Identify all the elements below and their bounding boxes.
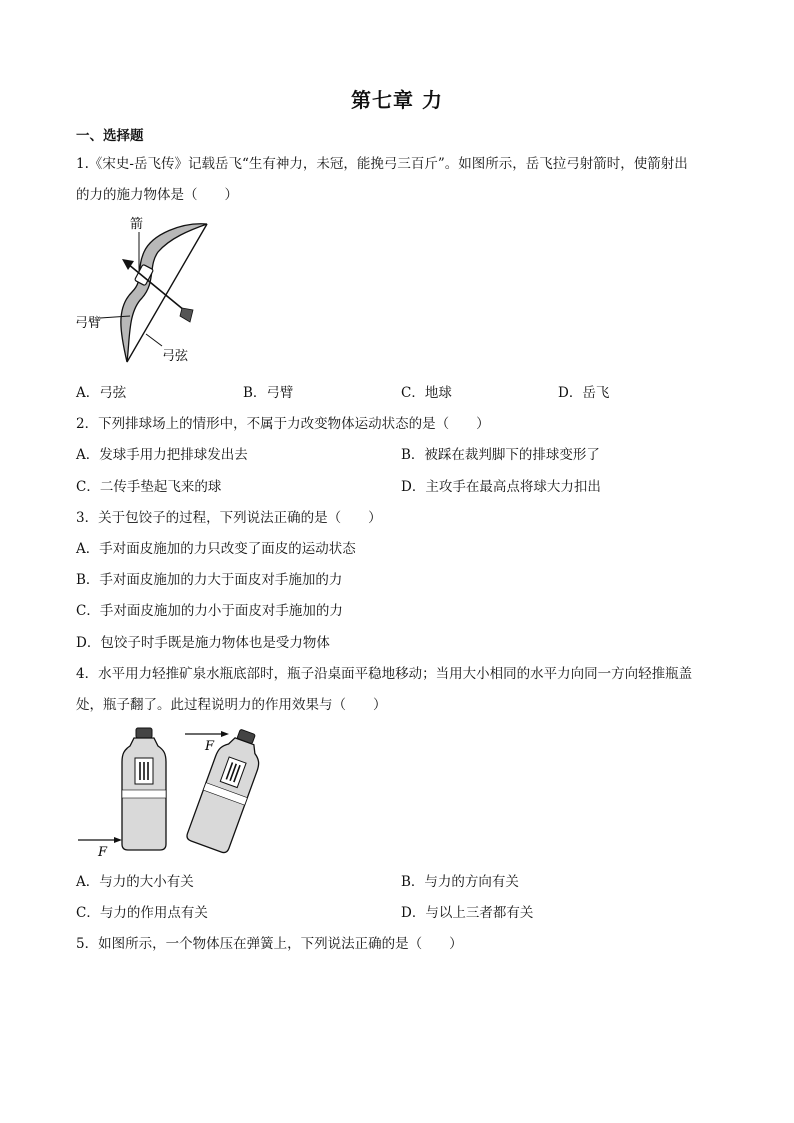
tilted-bottle-shape [185, 724, 268, 854]
q4-option-a[interactable]: A．与力的大小有关 [76, 874, 194, 890]
bottom-force-arrowhead [114, 837, 122, 843]
question-1-text-line-1: 1.《宋史-岳飞传》记载岳飞“生有神力，未冠，能挽弓三百斤”。如图所示，岳飞拉弓射箭时，使箭射出 [76, 156, 688, 172]
question-3-text: 3．关于包饺子的过程，下列说法正确的是（ ） [76, 510, 382, 526]
q2-option-a[interactable]: A．发球手用力把排球发出去 [76, 447, 248, 463]
bottles-figure [72, 722, 272, 862]
question-1-text-line-2: 的力的施力物体是（ ） [76, 187, 238, 203]
bow-string-figure-label: 弓弦 [162, 349, 189, 364]
q1-option-b[interactable]: B．弓臂 [243, 385, 294, 401]
question-4-text-line-1: 4．水平用力轻推矿泉水瓶底部时，瓶子沿桌面平稳地移动；当用大小相同的水平力向同一方向轻推瓶盖 [76, 666, 693, 682]
q3-option-b[interactable]: B．手对面皮施加的力大于面皮对手施加的力 [76, 572, 343, 588]
upright-bottle-shape [122, 728, 166, 850]
q2-option-b[interactable]: B．被踩在裁判脚下的排球变形了 [401, 447, 600, 463]
q1-option-d[interactable]: D．岳飞 [558, 385, 610, 401]
q1-option-a[interactable]: A．弓弦 [76, 385, 127, 401]
section-heading: 一、选择题 [76, 128, 144, 144]
question-5-text: 5．如图所示，一个物体压在弹簧上，下列说法正确的是（ ） [76, 936, 463, 952]
top-force-arrowhead [221, 731, 229, 737]
q3-option-d[interactable]: D．包饺子时手既是施力物体也是受力物体 [76, 635, 330, 651]
bow-string-label-leader [146, 334, 162, 346]
page-title: 第七章 力 [351, 88, 443, 112]
q3-option-c[interactable]: C．手对面皮施加的力小于面皮对手施加的力 [76, 603, 343, 619]
bow-arm-figure-label: 弓臂 [75, 316, 102, 331]
bottom-force-label: F [98, 845, 108, 860]
arrow-figure-label: 箭 [130, 217, 144, 232]
question-2-text: 2．下列排球场上的情形中，不属于力改变物体运动状态的是（ ） [76, 416, 490, 432]
q3-option-a[interactable]: A．手对面皮施加的力只改变了面皮的运动状态 [76, 541, 356, 557]
q4-option-d[interactable]: D．与以上三者都有关 [401, 905, 534, 921]
q4-option-b[interactable]: B．与力的方向有关 [401, 874, 519, 890]
q4-option-c[interactable]: C．与力的作用点有关 [76, 905, 208, 921]
bow-and-arrow-figure [72, 212, 222, 372]
arrow-fletching-shape [180, 308, 193, 322]
q1-option-c[interactable]: C．地球 [401, 385, 452, 401]
q2-option-d[interactable]: D．主攻手在最高点将球大力扣出 [401, 479, 601, 495]
question-4-text-line-2: 处，瓶子翻了。此过程说明力的作用效果与（ ） [76, 697, 387, 713]
q2-option-c[interactable]: C．二传手垫起飞来的球 [76, 479, 222, 495]
top-force-label: F [205, 739, 215, 754]
